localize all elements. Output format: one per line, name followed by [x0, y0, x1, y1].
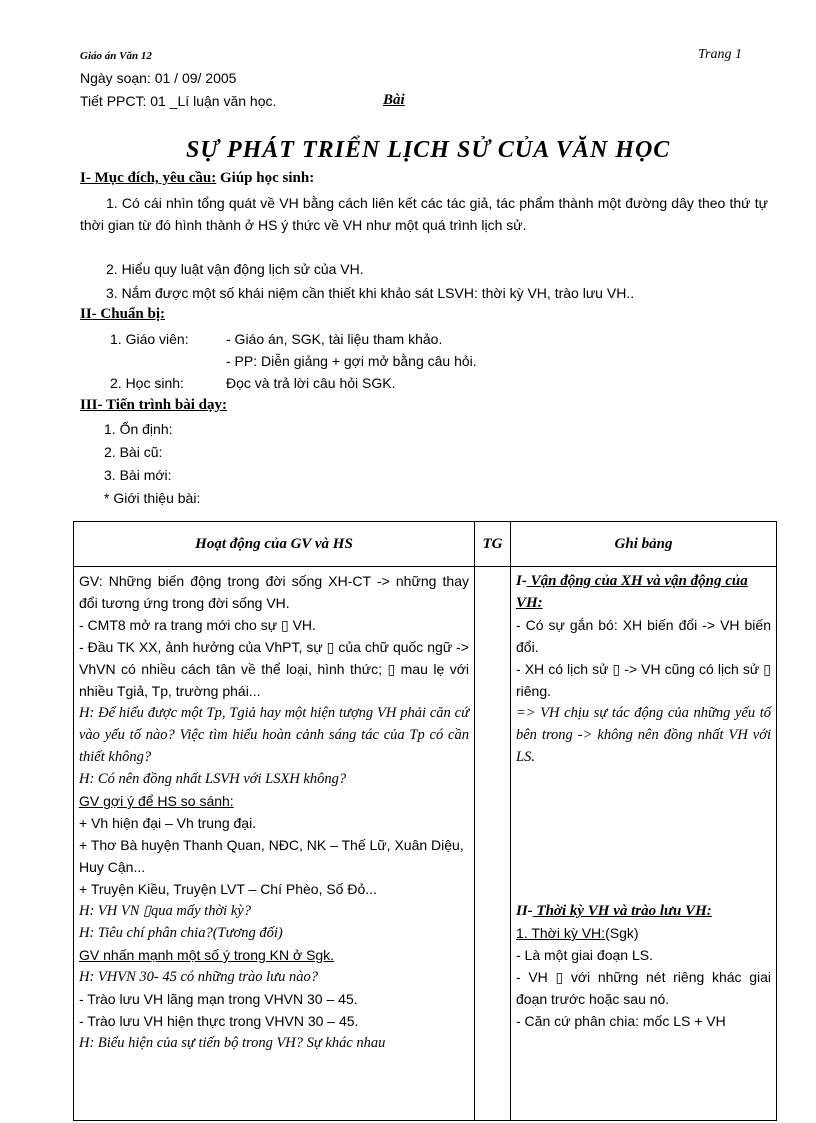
question-line: H: Có nên đồng nhất LSVH với LSXH không?: [79, 771, 347, 787]
board-line: => VH chịu sự tác động của những yếu tố bên trong -> không nên đồng nhất VH với LS.: [516, 705, 771, 765]
question-line: H: Biểu hiện của sự tiến bộ trong VH? Sự khác nhau: [79, 1035, 386, 1051]
student-item-1: Đọc và trả lời câu hỏi SGK.: [226, 375, 396, 391]
board-subheading: [516, 922, 771, 944]
board-line: - VH ▯ với những nét riêng khác giai đoạn trước hoặc sau nó.: [516, 969, 771, 1007]
col-activities-header: Hoạt động của GV và HS: [74, 522, 475, 567]
activity-line: GV nhấn mạnh một số ý trong KN ở Sgk.: [79, 947, 335, 963]
step-4: * Giới thiệu bài:: [104, 490, 201, 506]
question-line: H: VHVN 30- 45 có những trào lưu nào?: [79, 969, 318, 985]
step-2: 2. Bài cũ:: [104, 444, 163, 460]
board-heading-1: [516, 570, 771, 614]
step-1: 1. Ổn định:: [104, 421, 173, 437]
board-heading-1-prefix: I-: [516, 573, 527, 589]
student-label: 2. Học sinh:: [110, 375, 184, 391]
subject-header: Giáo án Văn 12: [80, 50, 152, 62]
activity-line: GV gợi ý để HS so sánh:: [79, 793, 234, 809]
board-subheading-label: 1. Thời kỳ VH:: [516, 925, 606, 941]
board-line: - Có sự gắn bó: XH biến đổi -> VH biến đổi.: [516, 617, 771, 655]
section1-para2: 2. Hiểu quy luật vận động lịch sử của VH.: [106, 261, 364, 277]
teacher-item-1: - Giáo án, SGK, tài liệu tham khảo.: [226, 331, 443, 347]
question-line: H: VH VN ▯qua mấy thời kỳ?: [79, 903, 251, 919]
board-heading-2-text: Thời kỳ VH và trào lưu VH:: [532, 903, 712, 919]
question-line: H: Để hiểu được một Tp, Tgiả hay một hiện tượng VH phải căn cứ vào yếu tố nào? Việc tìm hiểu hoàn cảnh sáng tác của Tp có cần thiết không?: [79, 705, 469, 765]
teacher-item-2: - PP: Diễn giảng + gợi mở bằng câu hỏi.: [226, 353, 477, 369]
col-time-header: TG: [475, 522, 511, 567]
board-spacer: [516, 768, 771, 900]
activity-line: + Thơ Bà huyện Thanh Quan, NĐC, NK – Thế Lữ, Xuân Diệu, Huy Cận...: [79, 837, 464, 875]
bai-label: Bài: [383, 92, 405, 108]
activity-line: GV: Những biến động trong đời sống XH-CT -> những thay đổi tương ứng trong đời sống VH.: [79, 573, 469, 611]
step-3: 3. Bài mới:: [104, 467, 172, 483]
activities-cell: [74, 567, 475, 1121]
lesson-table: [73, 521, 777, 1121]
board-line: - XH có lịch sử ▯ -> VH cũng có lịch sử ▯ riêng.: [516, 661, 771, 699]
activity-line: - Đầu TK XX, ảnh hưởng của VhPT, sự ▯ của chữ quốc ngữ -> VhVN có nhiều cách tân về thể loại, hình thức; ▯ mau lẹ với nhiều Tgiả, Tp, trường phái...: [79, 639, 469, 699]
activity-line: - Trào lưu VH lãng mạn trong VHVN 30 – 45.: [79, 991, 358, 1007]
page-number: Trang 1: [698, 47, 742, 62]
board-heading-2: [516, 900, 771, 922]
board-cell: [511, 567, 777, 1121]
activity-line: + Truyện Kiều, Truyện LVT – Chí Phèo, Số Đỏ...: [79, 881, 377, 897]
activity-line: - CMT8 mở ra trang mới cho sự ▯ VH.: [79, 617, 316, 633]
section1-heading: [80, 170, 314, 187]
board-line: - Là một giai đoạn LS.: [516, 947, 653, 963]
board-heading-2-prefix: II-: [516, 903, 533, 919]
activity-line: - Trào lưu VH hiện thực trong VHVN 30 – 45.: [79, 1013, 359, 1029]
section1-title: I- Mục đích, yêu cầu:: [80, 170, 217, 186]
table-header-row: [74, 522, 777, 567]
board-subheading-tail: (Sgk): [605, 925, 639, 941]
section1-para3: 3. Nắm được một số khái niệm cần thiết khi khảo sát LSVH: thời kỳ VH, trào lưu VH..: [106, 285, 635, 301]
lesson-line: Tiết PPCT: 01 _Lí luận văn học.: [80, 93, 277, 109]
page-title: SỰ PHÁT TRIỂN LỊCH SỬ CỦA VĂN HỌC: [186, 137, 671, 163]
time-cell: [475, 567, 511, 1121]
question-line: H: Tiêu chí phân chia?(Tương đối): [79, 925, 283, 941]
board-line: - Căn cứ phân chia: mốc LS + VH: [516, 1013, 726, 1029]
section2-heading: II- Chuẩn bị:: [80, 306, 166, 322]
table-body-row: [74, 567, 777, 1121]
section1-para1: 1. Có cái nhìn tổng quát về VH bằng cách liên kết các tác giả, tác phẩm thành một đường dây theo thứ tự thời gian từ đó hình thành ở HS ý thức về VH như một quá trình lịch sử.: [80, 195, 768, 233]
col-board-header: Ghi bảng: [511, 522, 777, 567]
section3-heading: III- Tiến trình bài dạy:: [80, 397, 227, 413]
activity-line: + Vh hiện đại – Vh trung đại.: [79, 815, 257, 831]
teacher-label: 1. Giáo viên:: [110, 331, 189, 347]
section1-subtitle: Giúp học sinh:: [220, 170, 315, 186]
date-line: Ngày soạn: 01 / 09/ 2005: [80, 70, 237, 86]
board-heading-1-text: Vận động của XH và vận động của VH:: [516, 573, 748, 611]
